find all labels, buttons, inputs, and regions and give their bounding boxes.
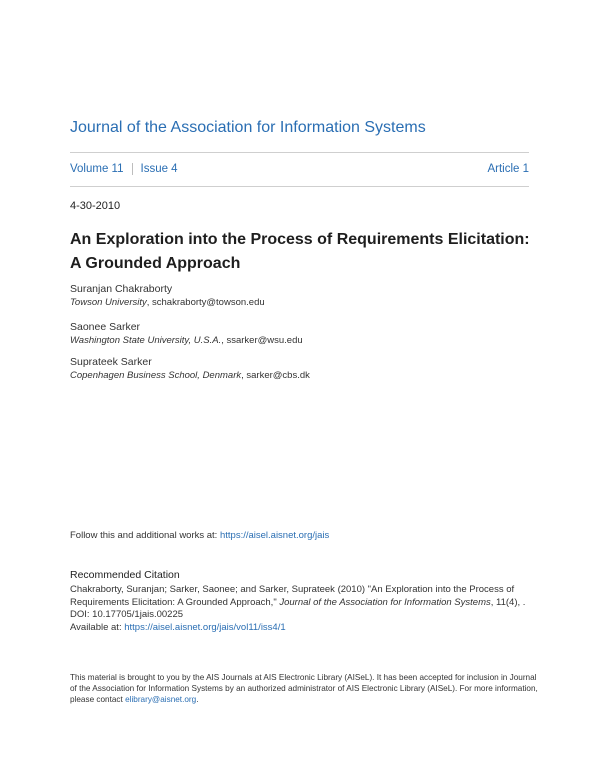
author-name: Suprateek Sarker xyxy=(70,356,152,368)
author-name: Suranjan Chakraborty xyxy=(70,283,173,295)
issue-row xyxy=(70,163,529,175)
issue-separator xyxy=(132,163,133,175)
author-email: ssarker@wsu.edu xyxy=(226,335,303,346)
author-block xyxy=(70,356,540,382)
author-affiliation: Towson University, schakraborty@towson.edu xyxy=(70,297,265,308)
divider-bottom xyxy=(70,186,529,187)
journal-title[interactable]: Journal of the Association for Information Systems xyxy=(70,119,426,136)
author-institution: Towson University xyxy=(70,297,147,308)
contact-email-link[interactable]: elibrary@aisnet.org xyxy=(125,695,197,704)
citation-journal: Journal of the Association for Information Systems xyxy=(279,596,491,608)
author-institution: Washington State University, U.S.A. xyxy=(70,335,222,346)
citation-authors: Chakraborty, Suranjan; Sarker, Saonee; and Sarker, Suprateek (2010) "An Exploration into the Process of Requirements Elicitation: A Grounded Approach," xyxy=(70,584,515,608)
available-label: Available at: xyxy=(70,621,125,633)
citation-doi: DOI: 10.17705/1jais.00225 xyxy=(70,609,184,620)
issue-link[interactable]: Issue 4 xyxy=(140,163,178,175)
notice-text: This material is brought to you by the AIS Journals at AIS Electronic Library (AISeL). It has been accepted for inclusion in Journal of the Association for Information Systems by an authorized administrator of AIS Electronic Library (AISeL). For more information, please contact xyxy=(70,673,538,704)
article-title: An Exploration into the Process of Requirements Elicitation: A Grounded Approach xyxy=(70,231,530,272)
author-affiliation: Washington State University, U.S.A., ssarker@wsu.edu xyxy=(70,335,303,346)
citation-heading: Recommended Citation xyxy=(70,569,180,581)
follow-text: Follow this and additional works at: xyxy=(70,530,220,541)
author-email: sarker@cbs.dk xyxy=(246,370,310,381)
author-email: schakraborty@towson.edu xyxy=(152,297,265,308)
author-name: Saonee Sarker xyxy=(70,321,141,333)
volume-link[interactable]: Volume 11 xyxy=(70,163,124,175)
citation-body xyxy=(70,584,532,634)
follow-link[interactable]: https://aisel.aisnet.org/jais xyxy=(219,530,330,541)
notice-end: . xyxy=(196,695,199,704)
available-link[interactable]: https://aisel.aisnet.org/jais/vol11/iss4/1 xyxy=(124,621,286,633)
author-institution: Copenhagen Business School, Denmark xyxy=(70,370,242,381)
divider-top xyxy=(70,152,529,153)
follow-line xyxy=(70,530,329,541)
article-number[interactable]: Article 1 xyxy=(487,163,529,175)
copyright-notice xyxy=(70,672,540,705)
author-block xyxy=(70,283,540,309)
citation-volume: , 11(4), . xyxy=(490,596,526,608)
publication-date: 4-30-2010 xyxy=(70,200,121,212)
author-block xyxy=(70,321,540,347)
author-affiliation: Copenhagen Business School, Denmark, sarker@cbs.dk xyxy=(70,370,310,381)
